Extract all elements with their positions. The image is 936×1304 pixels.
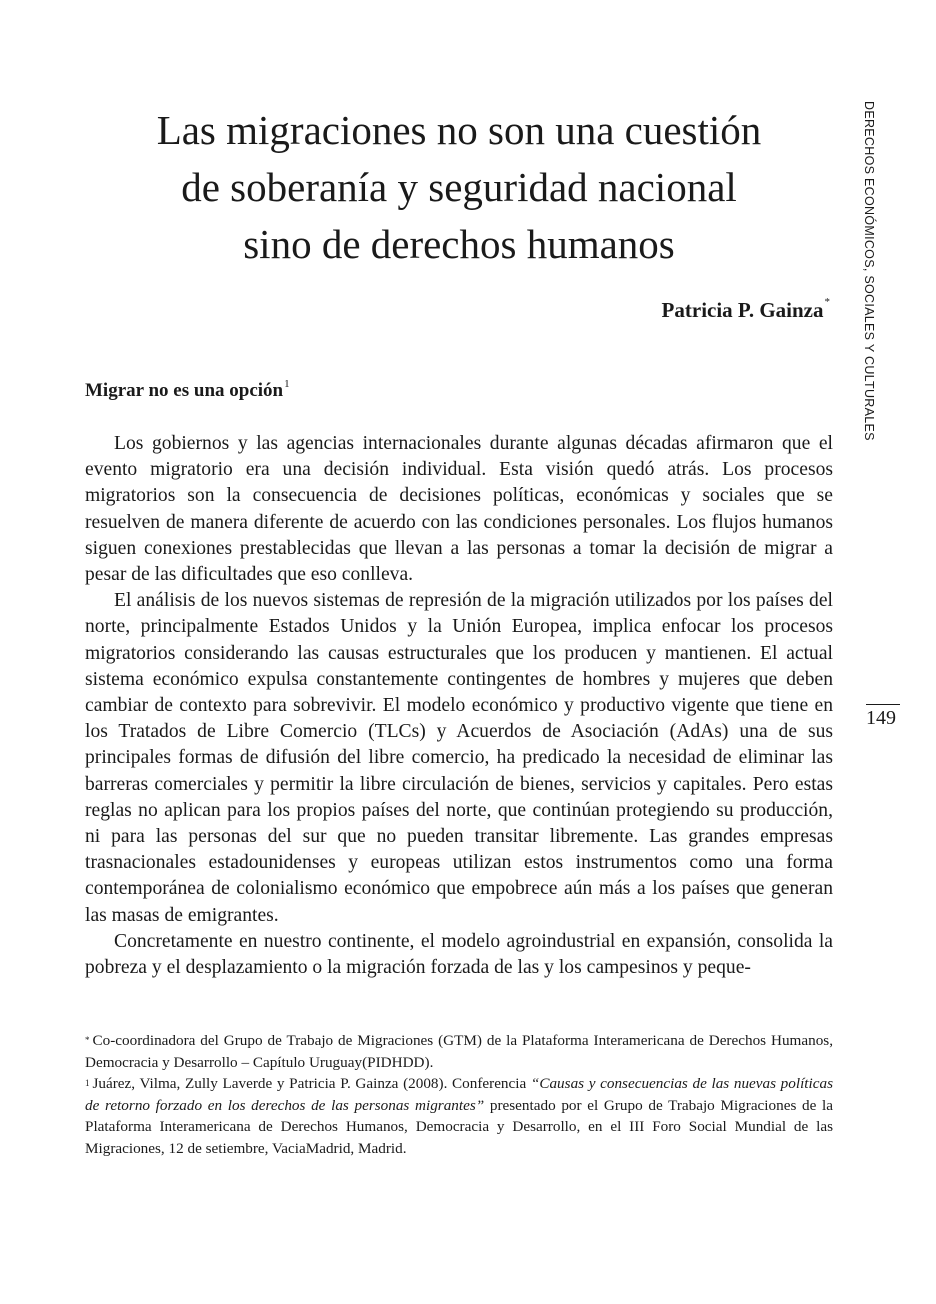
footnote-italic-title: “Causas y consecuencias de las nuevas políticas de retorno forzado en los derechos de las personas migrantes” <box>85 1075 833 1114</box>
footnote-1 <box>85 1073 833 1159</box>
section-footnote-marker[interactable]: 1 <box>284 378 290 390</box>
author-name: Patricia P. Gainza <box>661 298 824 322</box>
footnotes <box>85 1030 833 1159</box>
running-header-text: DERECHOS ECONÓMICOS, SOCIALES Y CULTURALES <box>862 101 876 441</box>
body-paragraph-3: Concretamente en nuestro continente, el modelo agroindustrial en expansión, consolida la pobreza y el desplazamiento o la migración forzada de las y los campesinos y peque- <box>85 930 833 979</box>
body-text <box>85 431 833 981</box>
section-heading-text: Migrar no es una opción <box>85 380 284 401</box>
footnote-marker: * <box>85 1035 90 1045</box>
footnote-author <box>85 1030 833 1073</box>
page-number: 149 <box>866 707 896 729</box>
footnote-text: presentado por el Grupo de Trabajo Migraciones de la Plataforma Interamericana de Derechos Humanos, Democracia y Desarrollo, en el III Foro Social Mundial de las Migraciones, 12 de setiembre, VaciaMadrid, Madrid. <box>85 1096 833 1157</box>
author-byline <box>662 298 830 323</box>
title-line-2: de soberanía y seguridad nacional <box>181 164 737 210</box>
title-line-1: Las migraciones no son una cuestión <box>156 107 762 153</box>
section-heading <box>85 380 290 402</box>
running-header <box>862 101 880 441</box>
article-title <box>80 102 838 273</box>
footnote-text: Co-coordinadora del Grupo de Trabajo de Migraciones (GTM) de la Plataforma Interamericana de Derechos Humanos, Democracia y Desarrollo – Capítulo Uruguay(PIDHDD). <box>85 1032 833 1071</box>
footnote-marker: 1 <box>85 1078 90 1088</box>
body-paragraph-1: Los gobiernos y las agencias internacionales durante algunas décadas afirmaron que el evento migratorio era una decisión individual. Esta visión quedó atrás. Los procesos migratorios son la consecuencia de decisiones políticas, económicas y sociales que se resuelven de manera diferente de acuerdo con las condiciones personales. Los flujos humanos siguen conexiones prestablecidas que llevan a las personas a tomar la decisión de migrar a pesar de las dificultades que eso conlleva. <box>85 433 833 586</box>
author-footnote-marker[interactable]: * <box>824 296 830 308</box>
page-number-rule <box>866 704 900 705</box>
title-line-3: sino de derechos humanos <box>243 221 675 267</box>
footnote-text: Juárez, Vilma, Zully Laverde y Patricia P. Gainza (2008). Conferencia <box>92 1075 531 1092</box>
body-paragraph-2: El análisis de los nuevos sistemas de represión de la migración utilizados por los países del norte, principalmente Estados Unidos y la Unión Europea, implica enfocar los procesos migratorios considerando las causas estructurales que los producen y mantienen. El actual sistema económico expulsa constantemente contingentes de hombres y mujeres que deben cambiar de contexto para sobrevivir. El modelo económico y productivo vigente que tiene en los Tratados de Libre Comercio (TLCs) y Acuerdos de Asociación (AdAs) una de sus principales formas de difusión del libre comercio, ha predicado la necesidad de eliminar las barreras comerciales y permitir la libre circulación de bienes, servicios y capitales. Pero estas reglas no aplican para los propios países del norte, que continúan protegiendo su producción, ni para las personas del sur que no pueden transitar libremente. Las grandes empresas trasnacionales estadounidenses y europeas utilizan estos instrumentos como una forma contemporánea de colonialismo económico que empobrece aún más a los países que generan las masas de emigrantes. <box>85 590 833 926</box>
